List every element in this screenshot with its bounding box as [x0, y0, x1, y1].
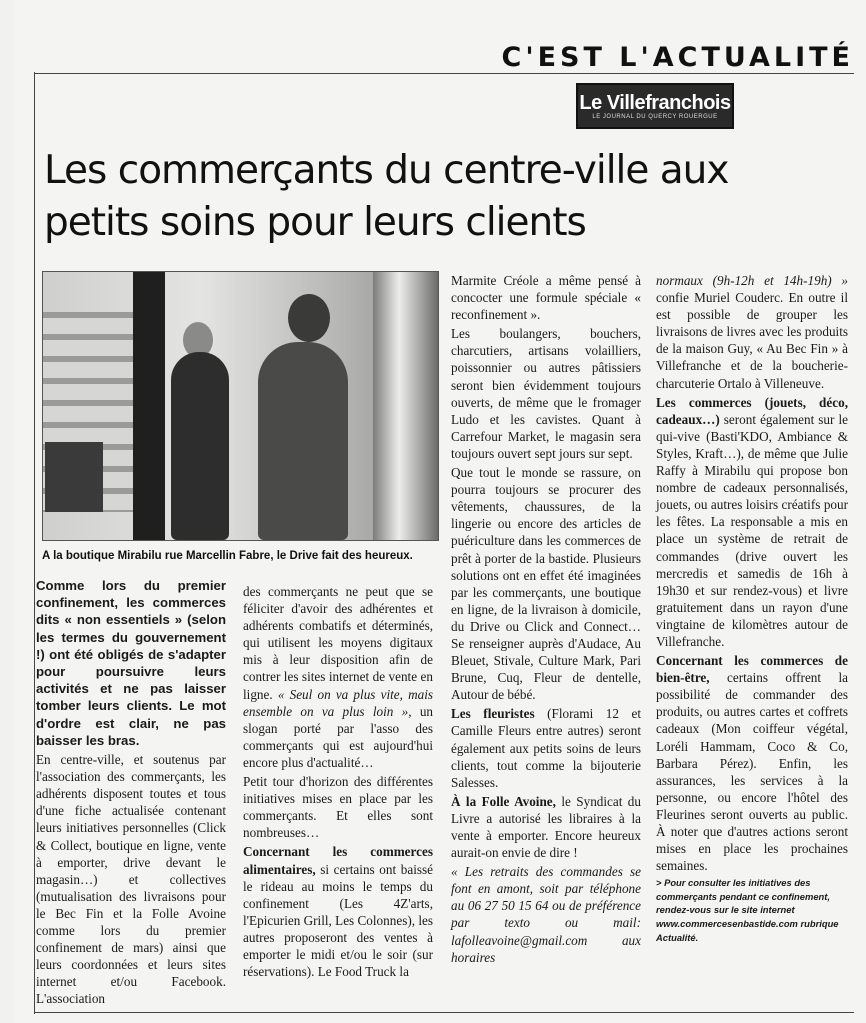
- bottom-rule: [34, 1012, 854, 1013]
- left-rule: [34, 72, 35, 1014]
- paragraph: Marmite Créole a même pensé à concocter une formule spéciale « reconfinement ».: [451, 273, 641, 323]
- article-photo: [42, 271, 439, 541]
- article-headline: Les commerçants du centre-ville aux petits soins pour leurs clients: [44, 148, 729, 245]
- logo-tagline: LE JOURNAL DU QUERCY ROUERGUE: [592, 114, 718, 120]
- paragraph: normaux (9h-12h et 14h-19h) » confie Muriel Couderc. En outre il est possible de grouper les livraisons de livres avec les produits de la maison Guy, « Au Bec Fin » à Villefranche et de la boucherie-charcuterie Ortalo à Villeneuve.: [656, 273, 848, 391]
- logo-name: Le Villefranchois: [579, 92, 731, 114]
- paragraph: En centre-ville, et soutenus par l'association des commerçants, les adhérents disposent toutes et tous d'une fiche actualisée contenant leurs initiatives personnelles (Click & Collect, boutique en ligne, vente à emporter, drive devant le magasin…) et collectives (mutualisation des livraisons pour le Bec Fin et la Folle Avoine comme lors du premier confinement de mars) ainsi que leurs coordonnées et leurs sites internet et/ou Facebook. L'association: [36, 752, 226, 1007]
- paragraph: Concernant les commerces alimentaires, si certains ont baissé le rideau au moins le temps du confinement (Les 4Z'arts, l'Epicurien Grill, Les Colonnes), les autres proposeront des ventes à emporter le midi et/ou le soir (sur réservations). Le Food Truck la: [243, 844, 433, 980]
- article-column-1: [36, 577, 226, 1009]
- paragraph: Que tout le monde se rassure, on pourra toujours se procurer des vêtements, chaussures, de la lingerie ou encore des articles de puériculture dans les commerces de prêt à porter de la bastide. Plusieurs solutions ont en effet été imaginées par les commerçants, une boutique en ligne, de la livraison à domicile, du Drive ou Click and Connect… Se renseigner auprès d'Audace, Au Bleuet, Stivale, Culture Mark, Pari Brune, Cuq, Fleur de dentelle, Autour de bébé.: [451, 465, 641, 703]
- article-column-2: [243, 583, 433, 982]
- paragraph: Les boulangers, bouchers, charcutiers, artisans volailliers, poissonnier ou autres pâtissiers seront bien évidemment toujours ouverts, de même que le fromager Ludo et les cavistes. Quant à Carrefour Market, le magasin sera toujours ouvert sept jours sur sept.: [451, 326, 641, 461]
- paragraph: À la Folle Avoine, le Syndicat du Livre a autorisé les libraires à la vente à emporter. Encore heureux aurait-on envie de dire !: [451, 793, 641, 861]
- paragraph: Petit tour d'horizon des différentes initiatives mises en place par les commerçants. Et elles sont nombreuses…: [243, 774, 433, 841]
- newspaper-logo: [576, 83, 734, 129]
- paragraph: Les fleuristes (Florami 12 et Camille Fleurs entre autres) seront également aux petits soins de leurs clients, tout comme la bijouterie Salesses.: [451, 706, 641, 790]
- article-lead: Comme lors du premier confinement, les commerces dits « non essentiels » (selon les termes du gouvernement !) ont été obligés de s'adapter pour poursuivre leurs activités et ne pas laisser tomber leurs clients. Le mot d'ordre est clair, ne pas baisser les bras.: [36, 578, 226, 748]
- footnote: > Pour consulter les initiatives des commerçants pendant ce confinement, rendez-vous sur le site internet www.commercesenbastide.com rubrique Actualité.: [656, 877, 839, 943]
- section-header: C'EST L'ACTUALITÉ: [501, 42, 854, 73]
- paragraph: Les commerces (jouets, déco, cadeaux…) seront également sur le qui-vive (Basti'KDO, Ambiance & Styles, Kraft…), de même que Julie Raffy à Mirabilu qui propose bon nombre de cadeaux personnalisés, jouets, ou autres loisirs créatifs pour les fêtes. La responsable a mis en place un système de retrait de commandes (drive ouvert les mercredis et samedis de 16h à 19h30 et sur rendez-vous) et livre gratuitement dans un rayon d'une vingtaine de kilomètres autour de Villefranche.: [656, 394, 848, 649]
- article-column-4: [656, 272, 848, 946]
- paragraph: Concernant les commerces de bien-être, certains offrent la possibilité de commander des produits, ou autres cartes et coffrets cadeaux (Mon coiffeur végétal, Loréli Hammam, Coco & Co, Barbara Pérez). Enfin, les assurances, les services à la personne, ou encore l'hôtel des Fleurines seront ouverts au public. À noter que d'autres actions seront mises en place les prochaines semaines.: [656, 653, 848, 874]
- paragraph: « Les retraits des commandes se font en amont, soit par téléphone au 06 27 50 15 64 ou de préférence par texto ou mail: lafolleavoine@gmail.com aux horaires: [451, 864, 641, 965]
- article-column-3: [451, 272, 641, 968]
- photo-caption: A la boutique Mirabilu rue Marcellin Fabre, le Drive fait des heureux.: [42, 550, 413, 562]
- paragraph: des commerçants ne peut que se féliciter d'avoir des adhérentes et adhérents combatifs et déterminés, qui utilisent les moyens digitaux mis à leur disposition afin de contrer les sites internet de vente en ligne. « Seul on va plus vite, mais ensemble on va plus loin », un slogan porté par l'asso des commerçants qui est aujourd'hui encore plus d'actualité…: [243, 584, 434, 770]
- top-rule: [34, 73, 854, 74]
